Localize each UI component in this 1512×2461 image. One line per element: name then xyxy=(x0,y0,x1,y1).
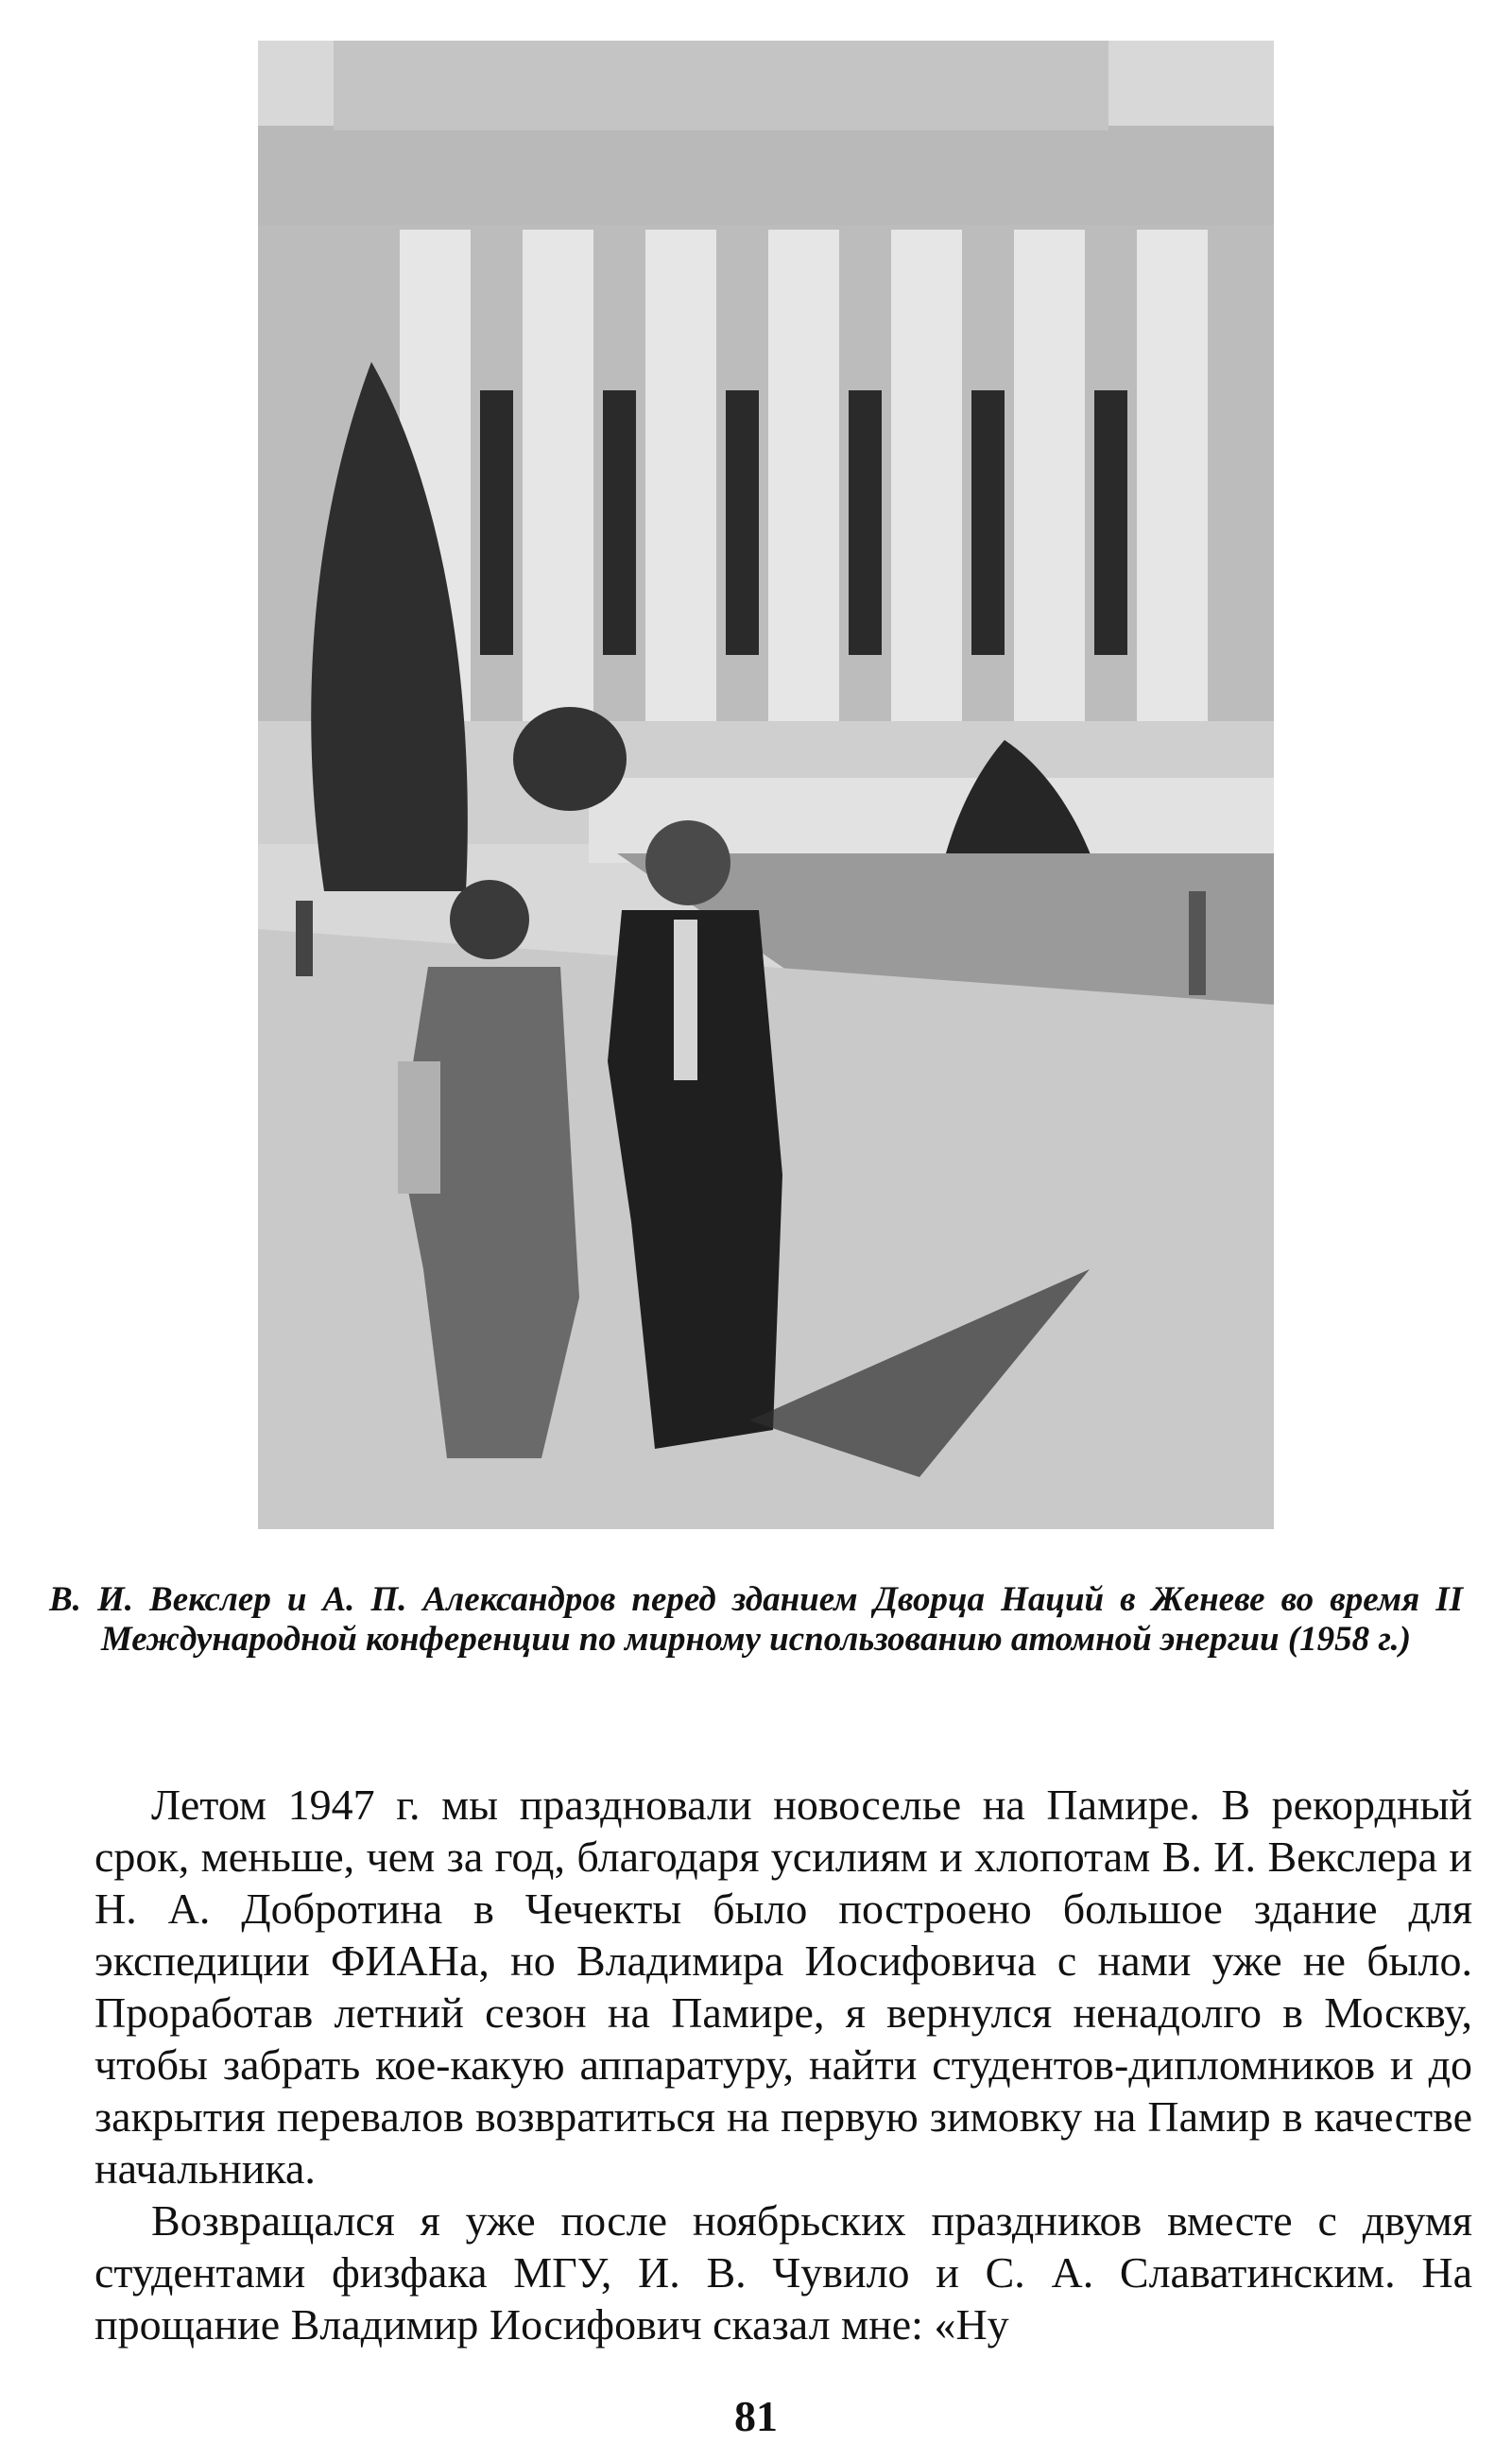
photo-figure xyxy=(258,41,1274,1529)
paragraph: Возвращался я уже после ноябрьских праздников вместе с двумя студентами физфака МГУ, И. В. Чувило и С. А. Славатинским. На прощание Владимир Иосифович сказал мне: «Ну xyxy=(94,2196,1472,2349)
figure-caption: В. И. Векслер и А. П. Александров перед зданием Дворца Наций в Женеве во время II Международной конференции по мирному использованию атомной энергии (1958 г.) xyxy=(49,1580,1463,1659)
body-text xyxy=(94,1779,1472,2350)
page-number: 81 xyxy=(734,2392,778,2440)
paragraph: Летом 1947 г. мы праздновали новоселье на Памире. В рекордный срок, меньше, чем за год, благодаря усилиям и хлопотам В. И. Векслера и Н. А. Добротина в Чечекты было построено большое здание для экспедиции ФИАНа, но Владимира Иосифовича с нами уже не было. Проработав летний сезон на Памире, я вернулся ненадолго в Москву, чтобы забрать кое-какую аппаратуру, найти студентов-дипломников и до закрытия перевалов возвратиться на первую зимовку на Памир в качестве начальника. xyxy=(94,1781,1472,2193)
photo-image xyxy=(258,41,1274,1529)
